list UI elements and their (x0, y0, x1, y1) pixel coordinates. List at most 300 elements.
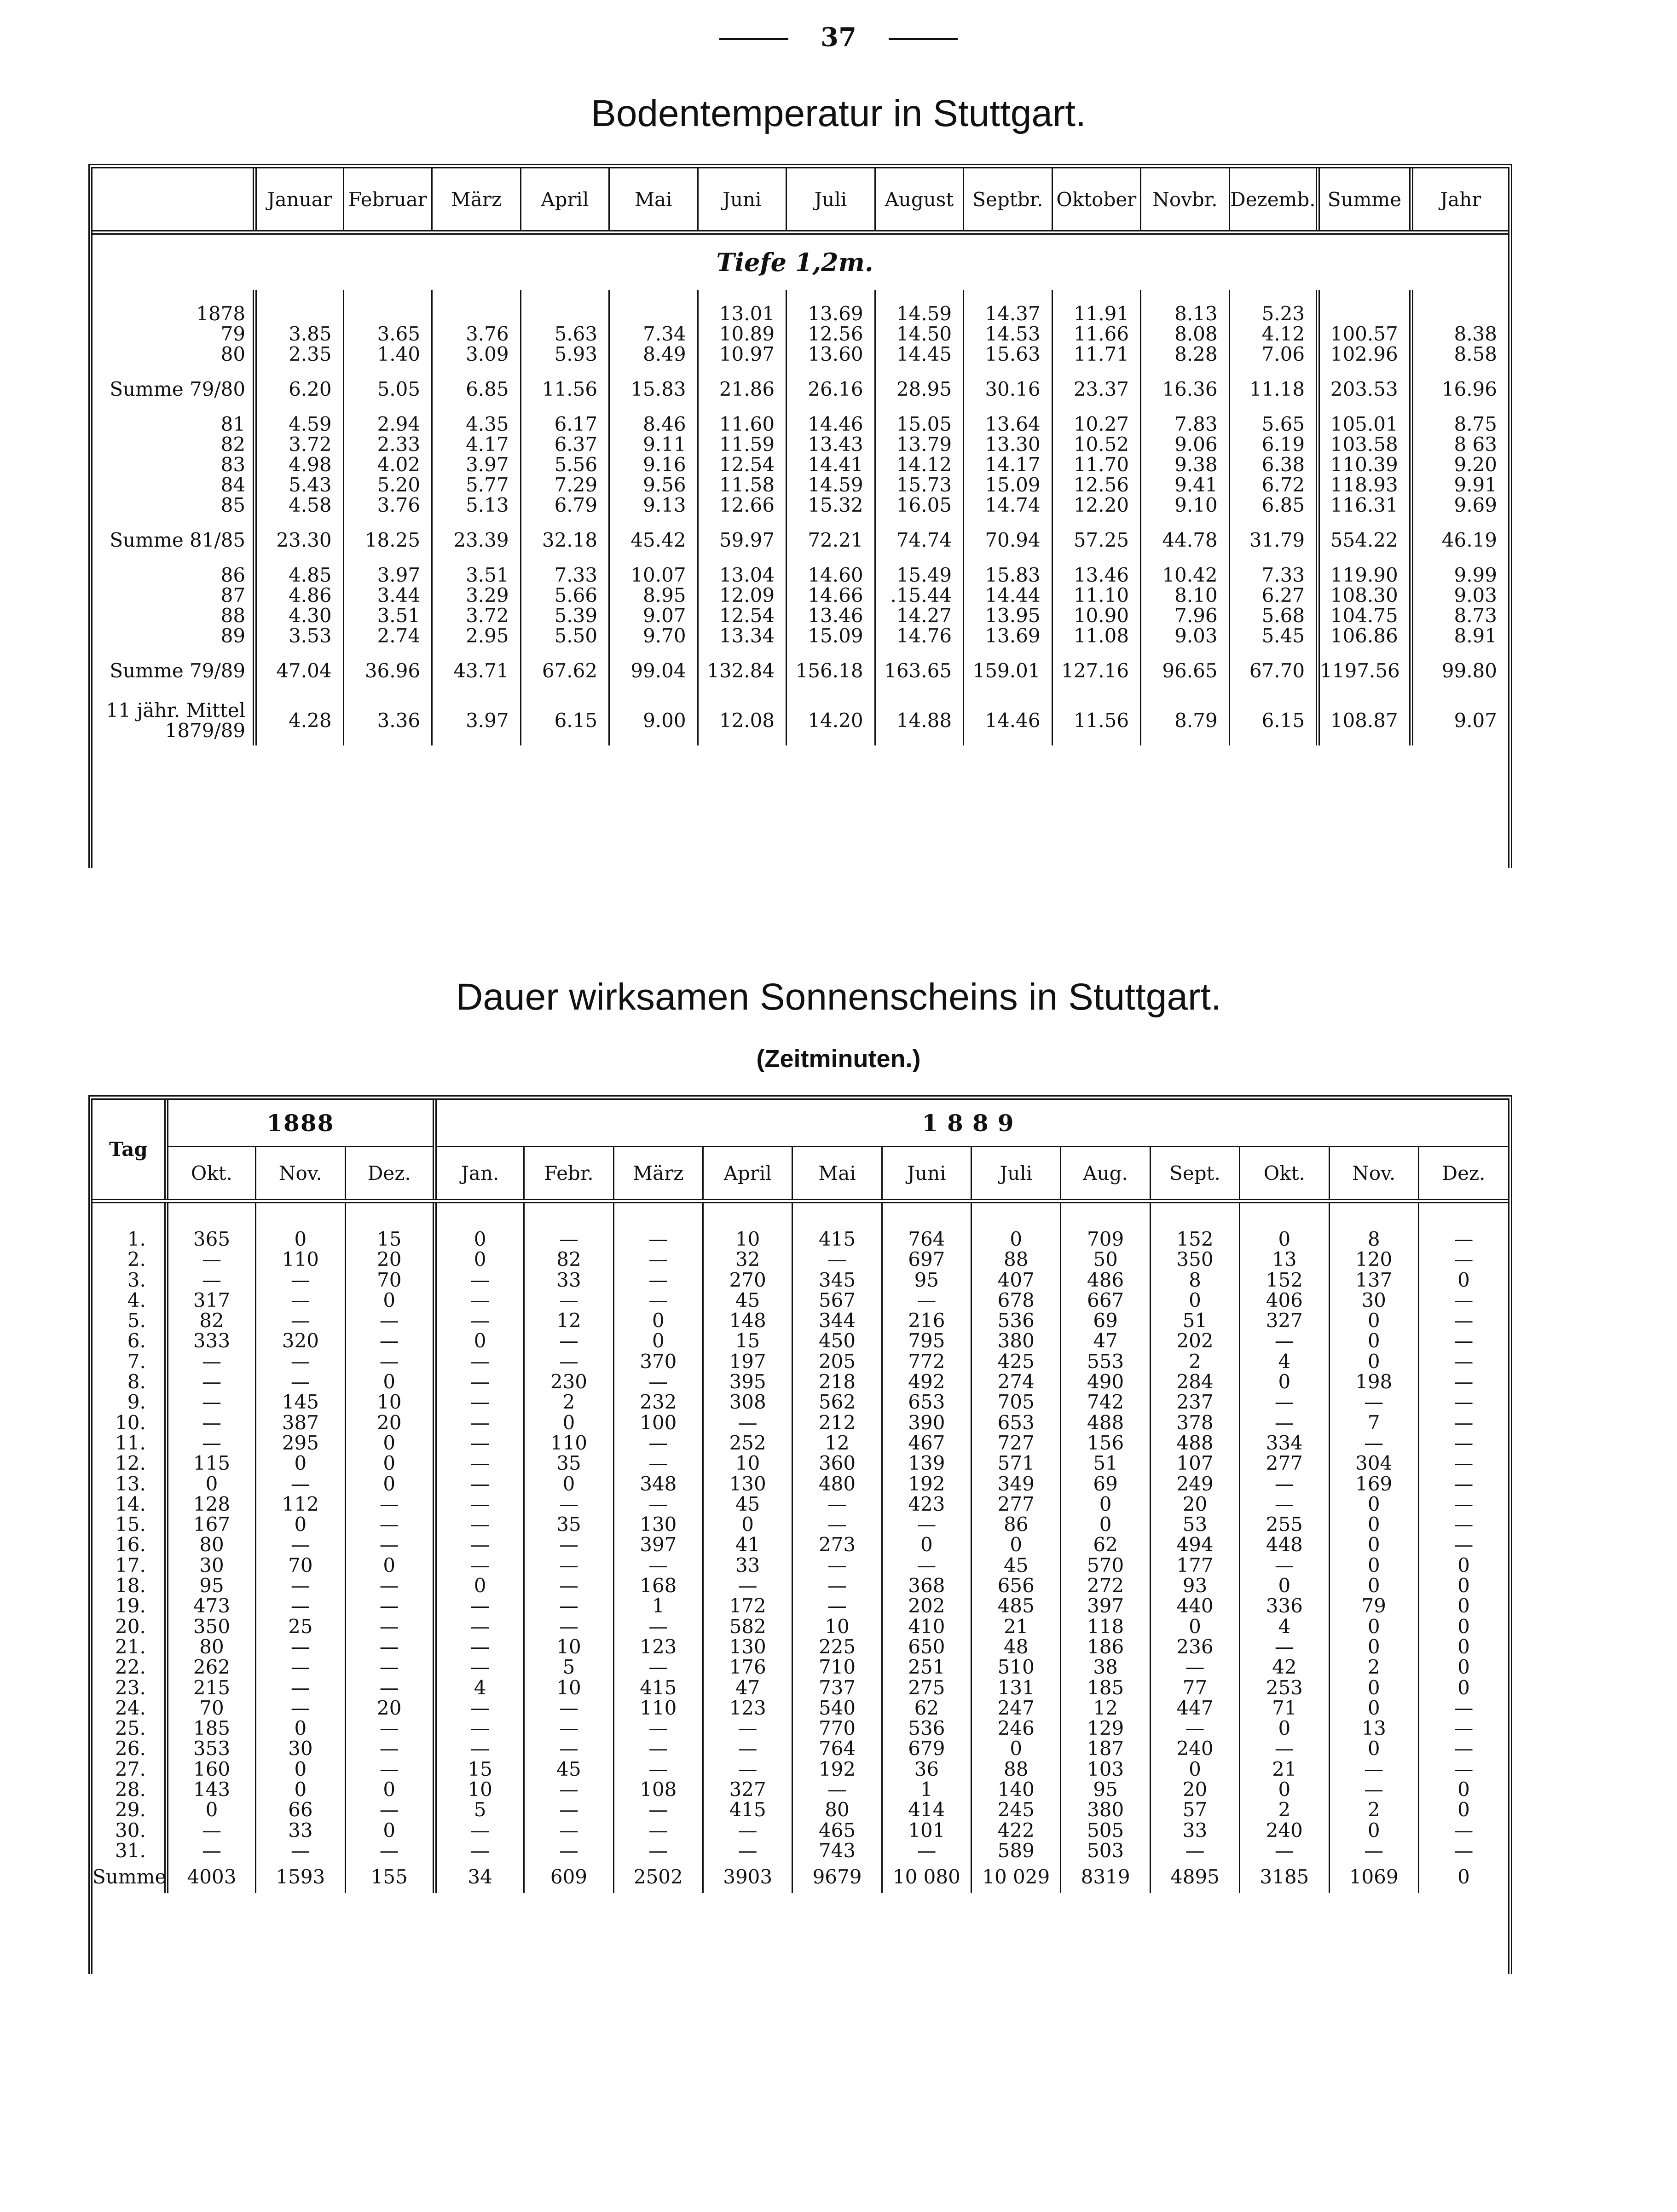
table2-cell: 0 (1329, 1678, 1418, 1698)
table2-cell: 38 (1061, 1657, 1150, 1677)
table1-cell: 2.35 (255, 344, 344, 364)
table1-cell: 14.12 (875, 455, 964, 475)
table1-cell: 3.97 (432, 696, 521, 745)
table2-cell: — (1454, 1288, 1474, 1311)
table2-cell: 187 (1061, 1738, 1150, 1759)
table1-row (93, 495, 1508, 515)
table1-month-header: Novbr. (1141, 168, 1230, 232)
table2-cell: 380 (972, 1331, 1061, 1351)
table2-cell: 488 (1061, 1413, 1150, 1433)
table2-cell: 5 (434, 1800, 524, 1820)
table1-cell: 3.29 (432, 585, 521, 606)
table1-cell: 14.27 (875, 606, 964, 626)
table2-cell: — (1454, 1309, 1474, 1332)
table2-cell: 148 (703, 1311, 792, 1331)
table2-cell: 143 (166, 1779, 255, 1800)
table1-cell: 3.36 (343, 696, 432, 745)
table1-cell: 3.85 (255, 324, 344, 344)
table2-day-label: 27. (93, 1759, 166, 1779)
table1-cell: 106.86 (1318, 626, 1411, 646)
table2-cell: 249 (1150, 1474, 1239, 1494)
table1-cell: 9.06 (1141, 434, 1230, 455)
table2-cell: — (434, 1270, 524, 1290)
table2-cell: — (792, 1514, 882, 1535)
table1-cell: 3.44 (343, 585, 432, 606)
table2-cell: — (1454, 1411, 1474, 1434)
table2-cell: 742 (1061, 1392, 1150, 1412)
table2-cell: — (256, 1841, 345, 1861)
table2-cell: 4 (1240, 1351, 1329, 1372)
table2-cell: — (434, 1392, 524, 1412)
table2-day-label: 25. (93, 1718, 166, 1738)
table2-cell: — (524, 1555, 613, 1576)
table1-cell (432, 290, 521, 324)
table2-cell: 4 (434, 1678, 524, 1698)
table2-cell: 277 (972, 1494, 1061, 1514)
table2-cell: 320 (256, 1331, 345, 1351)
table2-cell: 650 (882, 1637, 971, 1657)
table1-cell: 14.74 (964, 495, 1052, 515)
table2-cell: 15 (345, 1201, 434, 1249)
table2-cell: — (1240, 1637, 1329, 1657)
table1-row (93, 585, 1508, 606)
table2-cell: 45 (703, 1290, 792, 1311)
table2-cell: 51 (1150, 1311, 1239, 1331)
table2-cell: — (703, 1759, 792, 1779)
table1-row (93, 344, 1508, 364)
table2-cell: 110 (613, 1698, 703, 1718)
table2-cell: 8 (1150, 1270, 1239, 1290)
table2-cell: 277 (1240, 1453, 1329, 1473)
table1-cell: 132.84 (698, 646, 786, 696)
table1-row (93, 324, 1508, 344)
table1-title: Bodentemperatur in Stuttgart. (591, 92, 1086, 134)
table2-day-label: 10. (93, 1413, 166, 1433)
table2-month-header: Dez. (1418, 1147, 1508, 1201)
table2-cell: 0 (524, 1474, 613, 1494)
table2-cell: 378 (1150, 1413, 1239, 1433)
table2-cell: 348 (613, 1474, 703, 1494)
table2-cell: — (434, 1555, 524, 1576)
table2-cell: 415 (792, 1201, 882, 1249)
table2-cell: 395 (703, 1372, 792, 1392)
table1-cell: .15.44 (875, 585, 964, 606)
table2-cell: 764 (792, 1738, 882, 1759)
table1-row-label: 1878 (93, 290, 255, 324)
table2-cell: — (166, 1249, 255, 1270)
table1-cell: 7.33 (520, 565, 609, 585)
table2-cell: 33 (256, 1820, 345, 1841)
table1-row (93, 565, 1508, 585)
table2-cell: — (1240, 1494, 1329, 1514)
table1-cell: 2.74 (343, 626, 432, 646)
table2-cell: — (345, 1738, 434, 1759)
table2-day-row (93, 1800, 1508, 1820)
table1-row-label: Summe 79/89 (93, 646, 255, 696)
table1-cell: 14.50 (875, 324, 964, 344)
table2-day-row (93, 1514, 1508, 1535)
table2-cell: 0 (1329, 1617, 1418, 1637)
table2-cell: 45 (703, 1494, 792, 1514)
table1-cell: 4.58 (255, 495, 344, 515)
table2-cell: — (256, 1311, 345, 1331)
table2-cell: — (524, 1698, 613, 1718)
table1-cell: 21.86 (698, 364, 786, 414)
table2-cell: 336 (1240, 1596, 1329, 1616)
table1-cell: 16.36 (1141, 364, 1230, 414)
table2-cell: 536 (882, 1718, 971, 1738)
table2-cell: 4 (1240, 1617, 1329, 1637)
table2-cell: — (703, 1413, 792, 1433)
table2-cell: 0 (1329, 1351, 1418, 1372)
table2-cell: 503 (1061, 1841, 1150, 1861)
table2-cell: 160 (166, 1759, 255, 1779)
table2-cell: 198 (1329, 1372, 1418, 1392)
table2-cell: 218 (792, 1372, 882, 1392)
table2-cell: — (166, 1413, 255, 1433)
table2-cell: 145 (256, 1392, 345, 1412)
table2-cell: — (1454, 1839, 1474, 1862)
table1-cell: 11.10 (1052, 585, 1141, 606)
table2-cell: 697 (882, 1249, 971, 1270)
table1-cell: 11.66 (1052, 324, 1141, 344)
table1-cell (1411, 290, 1508, 324)
table2-cell: 240 (1150, 1738, 1239, 1759)
table2-cell: — (613, 1800, 703, 1820)
table1-cell: 9.20 (1454, 453, 1497, 476)
table2-day-label: 14. (93, 1494, 166, 1514)
table2-cell: — (256, 1657, 345, 1677)
table2-cell: — (345, 1718, 434, 1738)
table2-cell: 0 (1240, 1576, 1329, 1596)
table2-cell: — (1454, 1717, 1474, 1740)
table2-cell: — (166, 1820, 255, 1841)
table2-cell: 110 (524, 1433, 613, 1453)
table1-cell: 15.09 (964, 475, 1052, 495)
table2-cell: 494 (1150, 1535, 1239, 1555)
table1-cell: 96.65 (1141, 646, 1230, 696)
table2-cell: 370 (613, 1351, 703, 1372)
table1-cell: 13.46 (786, 606, 875, 626)
table1-cell: 127.16 (1052, 646, 1141, 696)
table2-cell: 490 (1061, 1372, 1150, 1392)
table2-cell: — (345, 1596, 434, 1616)
table2-day-label: 6. (93, 1331, 166, 1351)
table1-cell: 4.12 (1229, 324, 1318, 344)
table2-cell: 202 (882, 1596, 971, 1616)
table2-cell: 115 (166, 1453, 255, 1473)
table2-cell: — (1454, 1248, 1474, 1271)
table2-cell: 123 (703, 1698, 792, 1718)
table2-cell: 679 (882, 1738, 971, 1759)
table2-day-label: 22. (93, 1657, 166, 1677)
sunshine-duration-table (88, 1095, 1512, 1974)
table2-cell: 0 (972, 1201, 1061, 1249)
table2-cell: — (345, 1657, 434, 1677)
dash-right (889, 38, 958, 40)
table1-cell: 203.53 (1318, 364, 1411, 414)
table1-cell: 3.97 (432, 455, 521, 475)
table2-cell: — (434, 1841, 524, 1861)
table2-sum-label: Summe (93, 1861, 166, 1893)
table2-cell: 130 (703, 1474, 792, 1494)
table2-cell: 0 (256, 1759, 345, 1779)
table1-cell: 13.69 (786, 290, 875, 324)
table1-cell: 2.94 (343, 414, 432, 434)
table2-cell: 327 (1240, 1311, 1329, 1331)
table2-cell: — (524, 1494, 613, 1514)
table2-cell: 0 (1329, 1637, 1418, 1657)
table1-cell: 10.27 (1052, 414, 1141, 434)
table2-cell: 0 (972, 1738, 1061, 1759)
table2-cell: 80 (166, 1637, 255, 1657)
table1-cell: 8.08 (1141, 324, 1230, 344)
table2-sum-cell: 10 080 (882, 1861, 971, 1893)
table1-cell: 11.91 (1052, 290, 1141, 324)
table2-sum-cell: 155 (345, 1861, 434, 1893)
table2-cell: 212 (792, 1413, 882, 1433)
table2-cell: — (792, 1576, 882, 1596)
table2-cell: — (345, 1331, 434, 1351)
table2-day-row (93, 1555, 1508, 1576)
table2-cell: 252 (703, 1433, 792, 1453)
table2-day-label: 9. (93, 1392, 166, 1412)
table2-sum-cell: 609 (524, 1861, 613, 1893)
table2-cell: — (524, 1576, 613, 1596)
table1-cell: 14.53 (964, 324, 1052, 344)
table1-row-label: 80 (93, 344, 255, 364)
table1-cell: 5.77 (432, 475, 521, 495)
table1-cell: 12.56 (786, 324, 875, 344)
table2-sum-cell: 1593 (256, 1861, 345, 1893)
table1-cell: 103.58 (1318, 434, 1411, 455)
table2-cell: — (434, 1698, 524, 1718)
table2-cell: 0 (1457, 1615, 1470, 1638)
table1-cell: 116.31 (1318, 495, 1411, 515)
table2-cell: 20 (1150, 1494, 1239, 1514)
table2-cell: 492 (882, 1372, 971, 1392)
table2-cell: 50 (1061, 1249, 1150, 1270)
table1-cell: 13.64 (964, 414, 1052, 434)
table1-cell: 99.80 (1441, 659, 1497, 682)
table2-cell: 247 (972, 1698, 1061, 1718)
table2-cell: — (1240, 1331, 1329, 1351)
table1-row (93, 364, 1508, 414)
table2-cell: — (524, 1800, 613, 1820)
table1-row-label: 86 (93, 565, 255, 585)
table2-cell: 0 (1457, 1574, 1470, 1597)
table2-cell: 216 (882, 1311, 971, 1331)
table2-cell: 33 (1150, 1820, 1239, 1841)
table1-cell: 156.18 (786, 646, 875, 696)
table2-day-row (93, 1249, 1508, 1270)
table2-cell: 66 (256, 1800, 345, 1820)
table1-cell: 5.93 (520, 344, 609, 364)
table2-cell: 0 (1329, 1698, 1418, 1718)
table1-cell: 12.54 (698, 606, 786, 626)
table1-cell: 5.20 (343, 475, 432, 495)
table2-cell: 2 (1240, 1800, 1329, 1820)
table2-cell: 2 (1329, 1800, 1418, 1820)
table2-day-row (93, 1779, 1508, 1800)
table2-cell: 10 (703, 1453, 792, 1473)
table2-cell: 33 (703, 1555, 792, 1576)
table2-cell: — (613, 1249, 703, 1270)
table1-row-label: 87 (93, 585, 255, 606)
table1-depth-row (93, 232, 1508, 290)
table2-cell: 0 (256, 1779, 345, 1800)
table1-summe-header: Summe (1318, 168, 1411, 232)
table2-cell: 86 (972, 1514, 1061, 1535)
table2-day-label: 24. (93, 1698, 166, 1718)
table2-cell: — (434, 1433, 524, 1453)
table2-cell: 304 (1329, 1453, 1418, 1473)
table1-row-label: 82 (93, 434, 255, 455)
table1-cell: 14.59 (786, 475, 875, 495)
table2-year-row (93, 1100, 1508, 1147)
table1-cell: 5.43 (255, 475, 344, 495)
table2-cell: 485 (972, 1596, 1061, 1616)
table1-row (93, 515, 1508, 565)
table2-cell: 0 (1329, 1331, 1418, 1351)
table2-cell: — (1454, 1391, 1474, 1414)
table2-cell: — (166, 1372, 255, 1392)
table1-cell: 31.79 (1229, 515, 1318, 565)
table1-cell: 2.95 (432, 626, 521, 646)
table1-cell: 5.23 (1229, 290, 1318, 324)
table2-cell: 0 (1457, 1656, 1470, 1679)
table2-cell: 349 (972, 1474, 1061, 1494)
table1-row-label: 89 (93, 626, 255, 646)
table2-cell: 422 (972, 1820, 1061, 1841)
table2-cell: — (434, 1372, 524, 1392)
table2-cell: — (434, 1535, 524, 1555)
table2-cell: 0 (1457, 1635, 1470, 1658)
table2-cell: 743 (792, 1841, 882, 1861)
table2-cell: 0 (1150, 1290, 1239, 1311)
table1-cell: 7.83 (1141, 414, 1230, 434)
table1-jahr-header: Jahr (1411, 168, 1508, 232)
table2-cell: 0 (345, 1290, 434, 1311)
table1-cell: 9.99 (1454, 564, 1497, 586)
table2-cell: — (524, 1596, 613, 1616)
table1-cell: 13.46 (1052, 565, 1141, 585)
table1-cell: 14.37 (964, 290, 1052, 324)
table2-cell: 0 (1457, 1268, 1470, 1291)
table2-cell: 0 (434, 1331, 524, 1351)
table2-cell: 0 (345, 1779, 434, 1800)
table2-cell: 274 (972, 1372, 1061, 1392)
table1-cell: 15.73 (875, 475, 964, 495)
table2-cell: 10 (345, 1392, 434, 1412)
table2-cell: — (345, 1576, 434, 1596)
table1-cell: 8.95 (609, 585, 698, 606)
table1-cell: 13.01 (698, 290, 786, 324)
table1-cell: 9.07 (1454, 709, 1497, 732)
table2-day-label: 3. (93, 1270, 166, 1290)
table2-cell: 240 (1240, 1820, 1329, 1841)
table1-cell: 6.19 (1229, 434, 1318, 455)
table1-row-label: 81 (93, 414, 255, 434)
table2-cell: — (345, 1759, 434, 1779)
table2-cell: 0 (1329, 1555, 1418, 1576)
table2-cell: — (434, 1820, 524, 1841)
table2-cell: 273 (792, 1535, 882, 1555)
table1-cell: 100.57 (1318, 324, 1411, 344)
table2-cell: 123 (613, 1637, 703, 1657)
table2-cell: 0 (613, 1311, 703, 1331)
table1-cell: 15.32 (786, 495, 875, 515)
table1-cell: 4.02 (343, 455, 432, 475)
table1-cell: 14.20 (786, 696, 875, 745)
table2-cell: — (524, 1201, 613, 1249)
table2-cell: 0 (524, 1413, 613, 1433)
table2-cell: — (256, 1351, 345, 1372)
table2-cell: — (1454, 1737, 1474, 1760)
table2-cell: — (613, 1453, 703, 1473)
table2-cell: 110 (256, 1249, 345, 1270)
table1-cell: 14.41 (786, 455, 875, 475)
table2-cell: — (166, 1351, 255, 1372)
table1-cell: 3.72 (255, 434, 344, 455)
table1-cell: 10.97 (698, 344, 786, 364)
table1-cell: 4.59 (255, 414, 344, 434)
table1-cell: 8.38 (1454, 323, 1497, 345)
table2-cell: 0 (434, 1249, 524, 1270)
table2-cell: 20 (1150, 1779, 1239, 1800)
table2-cell: — (882, 1514, 971, 1535)
table2-cell: — (1454, 1431, 1474, 1454)
table2-cell: — (345, 1351, 434, 1372)
table1-month-header: August (875, 168, 964, 232)
table2-cell: — (166, 1433, 255, 1453)
table2-cell: — (434, 1514, 524, 1535)
table1-cell: 10.42 (1141, 565, 1230, 585)
table1-month-header: Juli (786, 168, 875, 232)
table2-cell: 2 (1329, 1657, 1418, 1677)
table2-cell: 69 (1061, 1311, 1150, 1331)
table2-month-header: März (613, 1147, 703, 1201)
table2-cell: 152 (1240, 1270, 1329, 1290)
table1-cell: 23.37 (1052, 364, 1141, 414)
table1-cell: 2.33 (343, 434, 432, 455)
table2-day-label: 12. (93, 1453, 166, 1473)
table1-row-label: Summe 81/85 (93, 515, 255, 565)
table2-cell: 368 (882, 1576, 971, 1596)
table1-cell: 104.75 (1318, 606, 1411, 626)
table2-sum-cell: 4895 (1150, 1861, 1239, 1893)
table2-day-label: 20. (93, 1617, 166, 1637)
table1-cell: 36.96 (343, 646, 432, 696)
table2-cell: — (1454, 1452, 1474, 1475)
table2-day-label: 1. (93, 1201, 166, 1249)
table2-cell: 156 (1061, 1433, 1150, 1453)
table1-cell: 14.59 (875, 290, 964, 324)
table1-cell: 72.21 (786, 515, 875, 565)
table2-cell: 0 (166, 1800, 255, 1820)
table2-cell: 225 (792, 1637, 882, 1657)
table1-cell: 30.16 (964, 364, 1052, 414)
table2-cell: 88 (972, 1759, 1061, 1779)
table2-cell: 656 (972, 1576, 1061, 1596)
table1-cell: 14.46 (964, 696, 1052, 745)
table1-month-header: Juni (698, 168, 786, 232)
table1-cell: 26.16 (786, 364, 875, 414)
table1-cell: 16.96 (1441, 378, 1497, 400)
table1-cell: 13.04 (698, 565, 786, 585)
table2-cell: — (703, 1841, 792, 1861)
table1-cell: 9.91 (1454, 474, 1497, 496)
